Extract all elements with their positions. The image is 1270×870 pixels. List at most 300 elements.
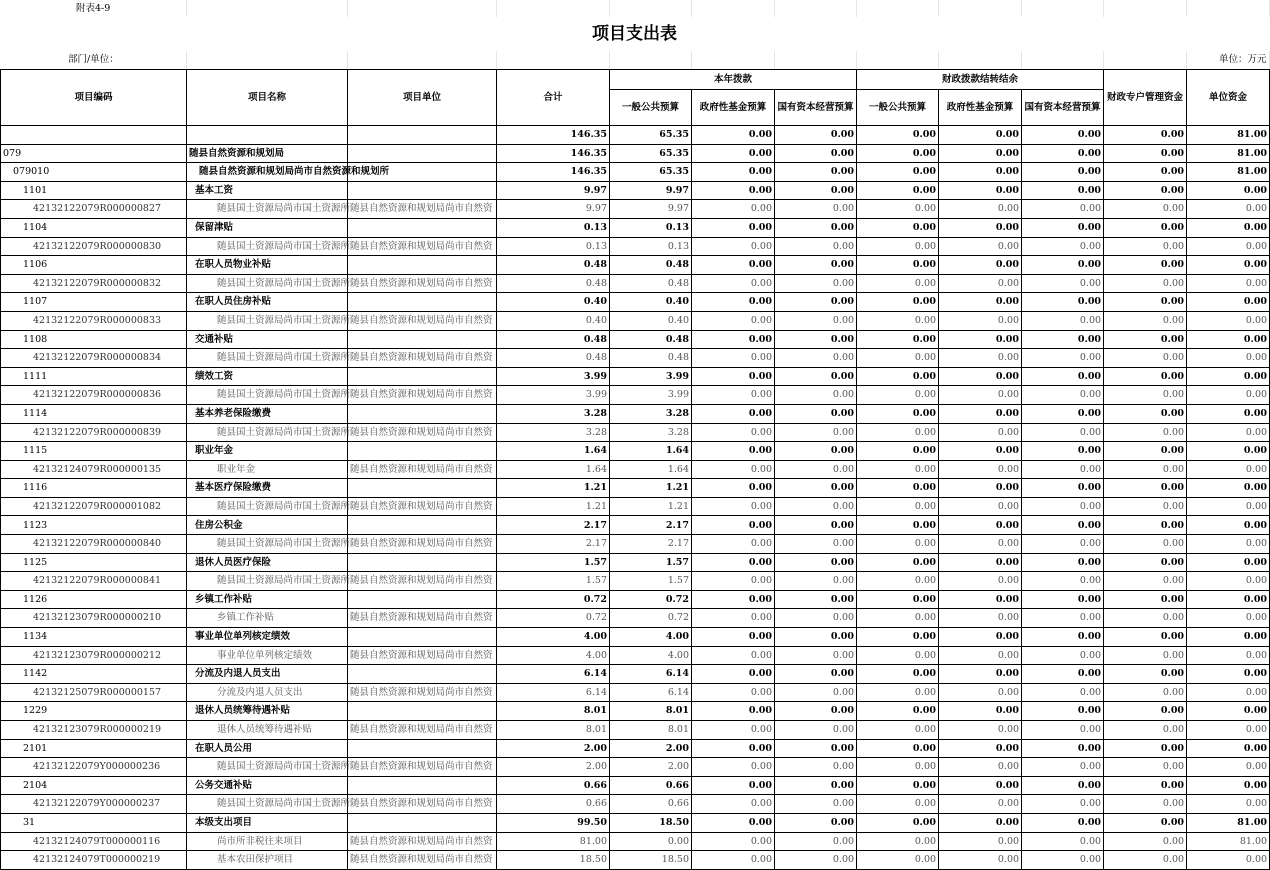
header-unit-funds: 单位资金	[1187, 70, 1270, 126]
cell-value: 0.00	[939, 665, 1022, 684]
cell-value: 0.00	[857, 516, 939, 535]
cell-unit	[348, 776, 497, 795]
cell-value: 9.97	[610, 181, 692, 200]
cell-value: 0.00	[939, 628, 1022, 647]
cell-value: 0.00	[692, 200, 775, 219]
cell-value: 0.00	[857, 628, 939, 647]
cell-value: 0.00	[692, 721, 775, 740]
cell-value: 0.00	[1022, 609, 1104, 628]
cell-value: 0.00	[939, 535, 1022, 554]
cell-value: 0.00	[939, 404, 1022, 423]
cell-value: 0.00	[775, 776, 857, 795]
table-row	[1, 404, 1270, 423]
cell-value: 81.00	[497, 832, 610, 851]
cell-value: 0.00	[775, 497, 857, 516]
cell-value: 0.00	[1022, 237, 1104, 256]
cell-value: 2.00	[610, 739, 692, 758]
cell-value: 0.00	[692, 479, 775, 498]
cell-value: 0.00	[939, 572, 1022, 591]
cell-code: 42132124079T000000116	[1, 832, 187, 851]
cell-value: 0.00	[939, 553, 1022, 572]
cell-code	[1, 126, 187, 145]
table-row	[1, 237, 1270, 256]
cell-value: 0.00	[857, 237, 939, 256]
cell-value: 8.01	[497, 721, 610, 740]
cell-code: 42132123079R000000212	[1, 646, 187, 665]
cell-value: 0.00	[1187, 479, 1270, 498]
cell-name: 职业年金	[187, 442, 348, 461]
table-row	[1, 200, 1270, 219]
cell-code: 1126	[1, 590, 187, 609]
cell-value: 0.00	[1022, 126, 1104, 145]
cell-code: 42132122079Y000000236	[1, 758, 187, 777]
cell-value: 0.00	[775, 404, 857, 423]
cell-value: 0.00	[939, 144, 1022, 163]
cell-name: 基本医疗保险缴费	[187, 479, 348, 498]
cell-value: 0.00	[1022, 349, 1104, 368]
cell-value: 2.17	[497, 535, 610, 554]
cell-value: 0.00	[1022, 274, 1104, 293]
cell-value: 0.00	[857, 386, 939, 405]
cell-value: 0.00	[1022, 144, 1104, 163]
cell-value: 6.14	[610, 665, 692, 684]
cell-value: 0.48	[610, 349, 692, 368]
cell-value: 0.00	[1104, 237, 1187, 256]
cell-unit: 随县自然资源和规划局尚市自然资	[348, 274, 497, 293]
cell-value: 3.99	[610, 386, 692, 405]
header-unit: 项目单位	[348, 70, 497, 126]
cell-value: 0.00	[939, 479, 1022, 498]
page-title: 项目支出表	[592, 23, 677, 44]
cell-value: 0.00	[939, 460, 1022, 479]
cell-value: 1.64	[610, 442, 692, 461]
cell-value: 0.00	[692, 274, 775, 293]
cell-code: 42132122079R000000841	[1, 572, 187, 591]
cell-code: 1111	[1, 367, 187, 386]
cell-value: 1.21	[497, 479, 610, 498]
cell-code: 1115	[1, 442, 187, 461]
cell-value: 0.00	[1187, 739, 1270, 758]
cell-name: 随县国土资源局尚市国土资源所	[187, 349, 348, 368]
cell-name: 乡镇工作补贴	[187, 609, 348, 628]
cell-value: 0.00	[939, 776, 1022, 795]
table-row	[1, 609, 1270, 628]
cell-value: 0.00	[1187, 609, 1270, 628]
table-row	[1, 274, 1270, 293]
cell-unit	[348, 628, 497, 647]
cell-value: 0.00	[857, 702, 939, 721]
cell-value: 0.00	[1022, 442, 1104, 461]
cell-value: 0.00	[775, 590, 857, 609]
cell-value: 0.00	[1187, 665, 1270, 684]
cell-value: 0.00	[1022, 479, 1104, 498]
cell-value: 0.00	[692, 832, 775, 851]
cell-value: 0.00	[692, 293, 775, 312]
table-row	[1, 590, 1270, 609]
cell-value: 0.00	[692, 683, 775, 702]
cell-unit	[348, 404, 497, 423]
cell-value: 0.13	[610, 218, 692, 237]
cell-value: 3.28	[497, 404, 610, 423]
cell-code: 42132125079R000000157	[1, 683, 187, 702]
cell-code: 42132124079R000000135	[1, 460, 187, 479]
cell-value: 0.00	[692, 572, 775, 591]
cell-code: 42132122079R000000827	[1, 200, 187, 219]
table-row	[1, 126, 1270, 145]
cell-value: 0.00	[939, 813, 1022, 832]
cell-value: 0.00	[1104, 795, 1187, 814]
cell-value: 0.00	[857, 776, 939, 795]
cell-code: 079	[1, 144, 187, 163]
cell-value: 0.00	[1187, 460, 1270, 479]
cell-value: 0.00	[1022, 813, 1104, 832]
cell-code: 1125	[1, 553, 187, 572]
cell-value: 0.00	[692, 349, 775, 368]
cell-value: 0.00	[857, 256, 939, 275]
cell-unit	[348, 126, 497, 145]
cell-value: 0.00	[1022, 851, 1104, 870]
cell-value: 0.00	[1104, 349, 1187, 368]
cell-value: 0.00	[1187, 274, 1270, 293]
cell-name: 在职人员住房补贴	[187, 293, 348, 312]
cell-name: 基本工资	[187, 181, 348, 200]
cell-name: 随县国土资源局尚市国土资源所	[187, 237, 348, 256]
cell-value: 0.00	[1104, 609, 1187, 628]
cell-value: 18.50	[610, 851, 692, 870]
header-group-current: 本年拨款	[610, 70, 857, 90]
cell-value: 0.00	[1022, 200, 1104, 219]
cell-value: 0.00	[1104, 832, 1187, 851]
cell-value: 0.00	[1104, 200, 1187, 219]
cell-value: 0.00	[939, 237, 1022, 256]
cell-value: 3.99	[497, 386, 610, 405]
cell-value: 0.00	[857, 665, 939, 684]
cell-unit	[348, 702, 497, 721]
cell-value: 0.00	[775, 349, 857, 368]
cell-value: 0.00	[939, 646, 1022, 665]
cell-code: 1101	[1, 181, 187, 200]
cell-value: 0.00	[1104, 423, 1187, 442]
cell-value: 0.40	[610, 293, 692, 312]
cell-value: 0.00	[1187, 181, 1270, 200]
cell-value: 0.13	[497, 218, 610, 237]
cell-name: 分流及内退人员支出	[187, 665, 348, 684]
cell-value: 0.00	[692, 851, 775, 870]
table-body	[1, 126, 1270, 870]
cell-value: 0.00	[775, 813, 857, 832]
cell-name: 退休人员医疗保险	[187, 553, 348, 572]
table-row	[1, 423, 1270, 442]
table-row	[1, 572, 1270, 591]
cell-value: 146.35	[497, 144, 610, 163]
cell-value: 0.00	[939, 832, 1022, 851]
cell-unit	[348, 256, 497, 275]
cell-value: 0.00	[775, 628, 857, 647]
cell-value: 0.00	[1104, 442, 1187, 461]
cell-name: 随县国土资源局尚市国土资源所	[187, 274, 348, 293]
cell-value: 0.48	[497, 349, 610, 368]
cell-code: 1229	[1, 702, 187, 721]
cell-name: 随县国土资源局尚市国土资源所	[187, 497, 348, 516]
cell-value: 0.00	[857, 497, 939, 516]
cell-unit: 随县自然资源和规划局尚市自然资	[348, 609, 497, 628]
cell-value: 4.00	[497, 646, 610, 665]
cell-value: 0.00	[857, 646, 939, 665]
cell-value: 0.00	[775, 683, 857, 702]
cell-value: 0.00	[692, 813, 775, 832]
cell-value: 9.97	[497, 200, 610, 219]
cell-code: 1104	[1, 218, 187, 237]
cell-value: 0.00	[939, 516, 1022, 535]
cell-value: 1.57	[497, 572, 610, 591]
cell-value: 0.13	[610, 237, 692, 256]
table-row	[1, 535, 1270, 554]
cell-value: 0.00	[939, 349, 1022, 368]
cell-name: 基本农田保护项目	[187, 851, 348, 870]
cell-value: 0.00	[1022, 311, 1104, 330]
cell-value: 0.66	[610, 776, 692, 795]
cell-unit	[348, 665, 497, 684]
cell-value: 0.00	[692, 497, 775, 516]
cell-value: 0.00	[857, 479, 939, 498]
cell-code: 079010	[1, 163, 187, 182]
cell-value: 0.00	[857, 274, 939, 293]
cell-unit: 随县自然资源和规划局尚市自然资	[348, 572, 497, 591]
cell-value: 0.66	[610, 795, 692, 814]
header-total: 合计	[497, 70, 610, 126]
cell-value: 0.00	[1187, 367, 1270, 386]
cell-value: 0.00	[692, 795, 775, 814]
cell-value: 0.00	[1104, 776, 1187, 795]
cell-value: 0.00	[939, 181, 1022, 200]
cell-value: 0.00	[939, 683, 1022, 702]
cell-value: 0.00	[1022, 256, 1104, 275]
cell-value: 0.00	[692, 404, 775, 423]
table-row	[1, 479, 1270, 498]
cell-value: 0.00	[775, 702, 857, 721]
cell-value: 0.00	[939, 795, 1022, 814]
cell-value: 0.00	[1104, 739, 1187, 758]
cell-value: 0.00	[1187, 423, 1270, 442]
cell-value: 0.00	[939, 851, 1022, 870]
report-sheet	[0, 0, 1270, 69]
cell-value: 0.00	[939, 497, 1022, 516]
table-row	[1, 702, 1270, 721]
cell-code: 1107	[1, 293, 187, 312]
cell-value: 0.00	[775, 181, 857, 200]
cell-value: 0.00	[857, 404, 939, 423]
cell-value: 0.00	[857, 367, 939, 386]
cell-value: 0.00	[775, 479, 857, 498]
cell-value: 0.00	[1104, 590, 1187, 609]
cell-unit	[348, 813, 497, 832]
cell-name: 随县国土资源局尚市国土资源所	[187, 423, 348, 442]
cell-name: 在职人员公用	[187, 739, 348, 758]
cell-value: 0.00	[1187, 516, 1270, 535]
cell-value: 0.00	[692, 181, 775, 200]
cell-value: 0.00	[1022, 367, 1104, 386]
cell-value: 0.48	[610, 256, 692, 275]
cell-value: 0.00	[775, 739, 857, 758]
cell-value: 0.00	[1104, 330, 1187, 349]
cell-value: 0.00	[1187, 442, 1270, 461]
cell-value: 0.00	[692, 460, 775, 479]
cell-value: 0.00	[692, 516, 775, 535]
cell-value: 0.00	[857, 851, 939, 870]
cell-value: 0.00	[1104, 404, 1187, 423]
cell-value: 0.00	[1104, 851, 1187, 870]
cell-value: 0.40	[610, 311, 692, 330]
header-carry-gov-fund: 政府性基金预算	[939, 90, 1022, 126]
cell-unit	[348, 442, 497, 461]
cell-value: 0.66	[497, 795, 610, 814]
cell-value: 1.64	[497, 460, 610, 479]
cell-value: 0.00	[692, 237, 775, 256]
cell-value: 0.00	[775, 293, 857, 312]
cell-value: 0.00	[775, 218, 857, 237]
table-row	[1, 460, 1270, 479]
cell-name: 交通补贴	[187, 330, 348, 349]
cell-value: 0.00	[1022, 832, 1104, 851]
cell-value: 0.00	[857, 293, 939, 312]
cell-value: 4.00	[610, 628, 692, 647]
cell-value: 0.00	[857, 330, 939, 349]
cell-value: 0.00	[1104, 126, 1187, 145]
cell-value: 0.72	[497, 590, 610, 609]
cell-code: 1116	[1, 479, 187, 498]
table-row	[1, 311, 1270, 330]
cell-value: 0.00	[857, 126, 939, 145]
header-carry-state-capital: 国有资本经营预算	[1022, 90, 1104, 126]
cell-value: 0.00	[1104, 293, 1187, 312]
cell-value: 4.00	[610, 646, 692, 665]
cell-value: 0.00	[775, 646, 857, 665]
cell-value: 0.00	[1022, 218, 1104, 237]
table-row	[1, 776, 1270, 795]
cell-value: 0.00	[939, 590, 1022, 609]
header-state-capital: 国有资本经营预算	[775, 90, 857, 126]
cell-value: 0.40	[497, 293, 610, 312]
table-row	[1, 293, 1270, 312]
cell-value: 146.35	[497, 126, 610, 145]
cell-value: 0.00	[692, 553, 775, 572]
cell-value: 0.00	[939, 330, 1022, 349]
cell-value: 0.00	[1022, 404, 1104, 423]
cell-value: 0.13	[497, 237, 610, 256]
unit-label: 单位：万元	[1186, 51, 1269, 69]
cell-value: 0.00	[857, 758, 939, 777]
cell-value: 0.00	[939, 200, 1022, 219]
cell-value: 0.00	[1104, 721, 1187, 740]
table-row	[1, 628, 1270, 647]
cell-value: 81.00	[1187, 832, 1270, 851]
cell-value: 0.00	[1104, 311, 1187, 330]
cell-value: 0.00	[1187, 497, 1270, 516]
cell-value: 8.01	[610, 702, 692, 721]
cell-value: 2.00	[497, 739, 610, 758]
cell-value: 0.00	[857, 200, 939, 219]
table-row	[1, 851, 1270, 870]
cell-value: 0.00	[775, 163, 857, 182]
cell-name: 随县国土资源局尚市国土资源所	[187, 200, 348, 219]
cell-value: 0.00	[1104, 516, 1187, 535]
cell-value: 0.00	[1022, 163, 1104, 182]
cell-value: 0.00	[1187, 851, 1270, 870]
cell-value: 0.00	[857, 423, 939, 442]
cell-value: 0.00	[1022, 572, 1104, 591]
cell-code: 1142	[1, 665, 187, 684]
table-row	[1, 683, 1270, 702]
cell-value: 1.57	[497, 553, 610, 572]
cell-value: 1.64	[610, 460, 692, 479]
cell-name: 公务交通补贴	[187, 776, 348, 795]
cell-value: 81.00	[1187, 126, 1270, 145]
cell-code: 42132123079R000000219	[1, 721, 187, 740]
appendix-label: 附表4-9	[0, 0, 186, 17]
cell-value: 0.00	[1022, 386, 1104, 405]
cell-code: 42132122079Y000000237	[1, 795, 187, 814]
cell-unit: 随县自然资源和规划局尚市自然资	[348, 349, 497, 368]
cell-value: 0.00	[692, 535, 775, 554]
table-row	[1, 497, 1270, 516]
cell-code: 1114	[1, 404, 187, 423]
cell-name: 随县国土资源局尚市国土资源所	[187, 311, 348, 330]
cell-value: 3.28	[610, 423, 692, 442]
cell-value: 0.00	[1187, 628, 1270, 647]
cell-value: 1.57	[610, 572, 692, 591]
cell-value: 0.00	[1104, 181, 1187, 200]
cell-value: 0.00	[1187, 646, 1270, 665]
cell-value: 0.00	[1104, 144, 1187, 163]
cell-value: 0.00	[1022, 590, 1104, 609]
cell-value: 0.00	[692, 665, 775, 684]
cell-name: 乡镇工作补贴	[187, 590, 348, 609]
cell-value: 0.00	[857, 181, 939, 200]
cell-value: 0.00	[939, 256, 1022, 275]
cell-value: 0.00	[1022, 628, 1104, 647]
cell-value: 0.00	[1022, 776, 1104, 795]
cell-value: 0.00	[775, 330, 857, 349]
cell-value: 0.00	[857, 683, 939, 702]
cell-value: 0.00	[939, 218, 1022, 237]
cell-value: 0.00	[1187, 404, 1270, 423]
cell-code: 1106	[1, 256, 187, 275]
cell-unit	[348, 144, 497, 163]
cell-unit: 随县自然资源和规划局尚市自然资	[348, 200, 497, 219]
cell-value: 0.00	[775, 311, 857, 330]
table-row	[1, 163, 1270, 182]
cell-value: 0.00	[1022, 181, 1104, 200]
table-row	[1, 795, 1270, 814]
cell-value: 0.00	[775, 609, 857, 628]
cell-value: 0.00	[692, 367, 775, 386]
table-row	[1, 367, 1270, 386]
cell-value: 81.00	[1187, 144, 1270, 163]
cell-value: 0.00	[857, 813, 939, 832]
cell-value: 0.00	[1022, 330, 1104, 349]
cell-unit	[348, 293, 497, 312]
cell-value: 0.00	[692, 311, 775, 330]
cell-value: 0.00	[1104, 702, 1187, 721]
cell-name: 退休人员统筹待遇补贴	[187, 721, 348, 740]
cell-value: 1.21	[497, 497, 610, 516]
cell-value: 0.00	[1022, 535, 1104, 554]
cell-name: 保留津贴	[187, 218, 348, 237]
cell-value: 81.00	[1187, 163, 1270, 182]
cell-value: 0.00	[1022, 721, 1104, 740]
cell-name: 随县国土资源局尚市国土资源所	[187, 572, 348, 591]
cell-value: 3.99	[497, 367, 610, 386]
